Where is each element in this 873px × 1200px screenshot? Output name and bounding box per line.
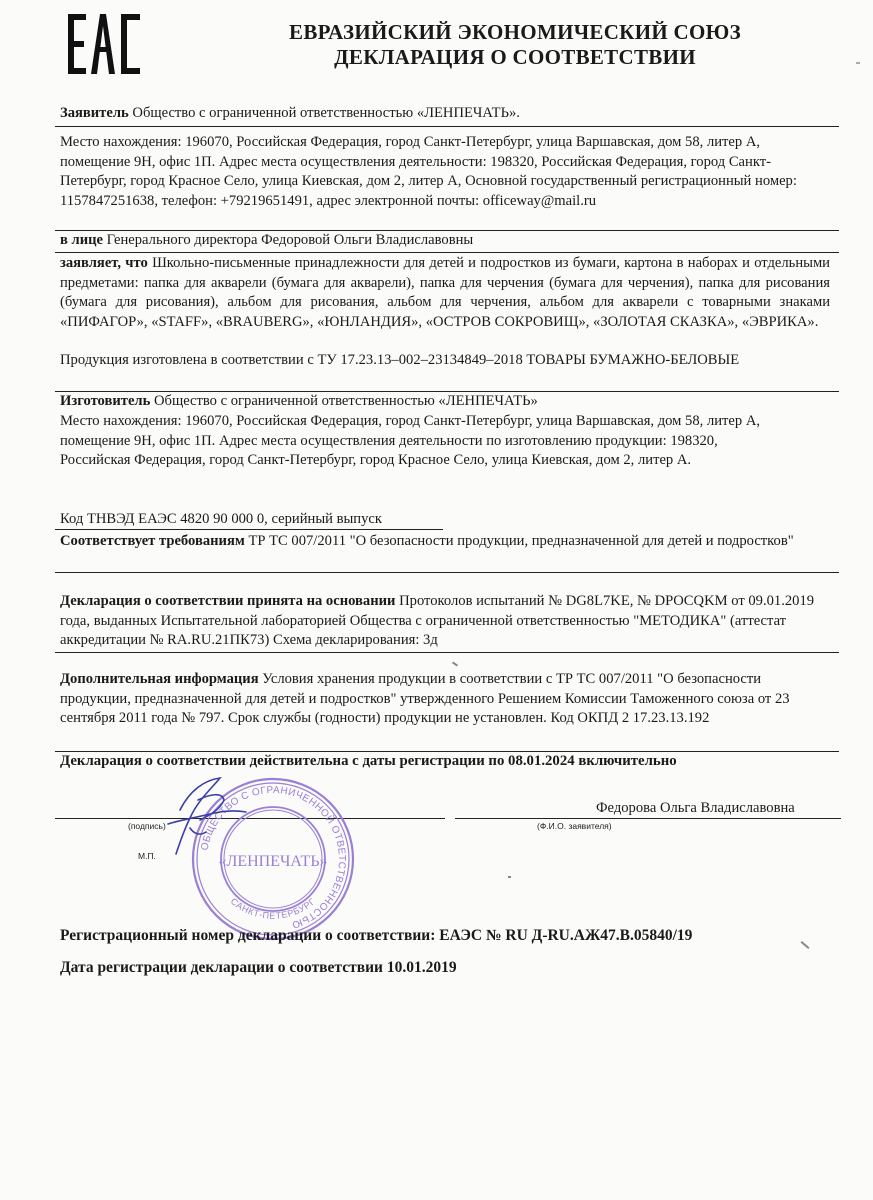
seal-caption: М.П. xyxy=(138,851,156,861)
scan-speck xyxy=(856,62,860,64)
registration-number: Регистрационный номер декларации о соответствии: ЕАЭС № RU Д-RU.АЖ47.В.05840/19 xyxy=(60,927,693,944)
registration-date: Дата регистрации декларации о соответствии 10.01.2019 xyxy=(60,959,457,976)
product-description: Школьно-письменные принадлежности для детей и подростков из бумаги, картона в наборах и отдельными предметами: папка для акварели (бумага для акварели), папка для черчения (бумага для черчения), папка для рисования (бумага для рисования), альбом для рисования, альбом для черчения, альбом для акварели с товарными знаками «ПИФАГОР», «STAFF», «BRAUBERG», «ЮНЛАНДИЯ», «ОСТРОВ СОКРОВИЩ», «ЗОЛОТАЯ СКАЗКА», «ЭВРИКА». xyxy=(60,255,830,330)
applicant-label: Заявитель xyxy=(60,105,129,121)
basis-line xyxy=(60,592,830,651)
stamp-center-text: «ЛЕНПЕЧАТЬ» xyxy=(218,853,328,870)
signer-name: Федорова Ольга Владиславовна xyxy=(596,800,795,816)
scan-speck xyxy=(508,876,511,878)
basis-text: Протоколов испытаний № DG8L7KE, № DPOCQKM от 09.01.2019 года, выданных Испытательной лабораторией Общества с ограниченной ответственностью "МЕТОДИКА" (аттестат аккредитации № RA.RU.21ПК73) Схема декларирования: 3д xyxy=(60,593,815,649)
declares-label: заявляет, что xyxy=(60,255,148,271)
represented-person: Генерального директора Федоровой Ольги Владиславовны xyxy=(103,232,474,248)
represented-label: в лице xyxy=(60,232,104,248)
compliance-standard: ТР ТС 007/2011 "О безопасности продукции, предназначенной для детей и подростков" xyxy=(244,533,794,549)
divider xyxy=(55,252,839,253)
divider xyxy=(55,529,443,530)
divider xyxy=(55,652,839,653)
represented-line xyxy=(60,231,830,251)
manufacturer-line xyxy=(60,392,830,412)
additional-label: Дополнительная информация xyxy=(60,671,259,687)
product-standard: Продукция изготовлена в соответствии с ТУ 17.23.13–002–23134849–2018 ТОВАРЫ БУМАЖНО-БЕЛОВЫЕ xyxy=(60,352,740,368)
manufacturer-name: Общество с ограниченной ответственностью «ЛЕНПЕЧАТЬ» xyxy=(150,393,538,409)
stamp-outer-text: ОБЩЕСТВО С ОГРАНИЧЕННОЙ ОТВЕТСТВЕННОСТЬЮ xyxy=(199,784,348,931)
compliance-line xyxy=(60,532,830,552)
basis-label: Декларация о соответствии принята на основании xyxy=(60,593,396,609)
eac-logo xyxy=(66,14,144,74)
divider xyxy=(55,572,839,573)
scan-speck xyxy=(801,941,810,949)
stamp-bottom-text: САНКТ-ПЕТЕРБУРГ xyxy=(228,896,318,921)
manufacturer-address: Место нахождения: 196070, Российская Федерация, город Санкт-Петербург, улица Варшавская, дом 58, литер А, помещение 9Н, офис 1П. Адрес места осуществления деятельности по изготовлению продукции: 198320, Российская Федерация, город Санкт-Петербург, город Красное Село, улица Киевская, дом 2, литер А. xyxy=(60,413,761,469)
signature xyxy=(150,770,260,860)
declaration-statement xyxy=(60,254,830,332)
name-line xyxy=(455,818,841,819)
union-title: ЕВРАЗИЙСКИЙ ЭКОНОМИЧЕСКИЙ СОЮЗ xyxy=(289,20,741,44)
applicant-line xyxy=(60,104,830,124)
applicant-name: Общество с ограниченной ответственностью «ЛЕНПЕЧАТЬ». xyxy=(128,105,520,121)
compliance-label: Соответствует требованиям xyxy=(60,533,245,549)
additional-line xyxy=(60,670,828,729)
divider xyxy=(55,126,839,127)
manufacturer-label: Изготовитель xyxy=(60,393,151,409)
signature-caption: (подпись) xyxy=(128,821,166,831)
validity-line: Декларация о соответствии действительна с даты регистрации по 08.01.2024 включительно xyxy=(60,753,677,769)
tnved-code: Код ТНВЭД ЕАЭС 4820 90 000 0, серийный выпуск xyxy=(60,511,382,527)
applicant-address: Место нахождения: 196070, Российская Федерация, город Санкт-Петербург, улица Варшавская, дом 58, литер А, помещение 9Н, офис 1П. Адрес места осуществления деятельности: 198320, Российская Федерация, город Санкт-Петербург, город Красное Село, улица Киевская, дом 2, литер А, Основной государственный регистрационный номер: 1157847251638, телефон: +79219651491, адрес электронной почты: officeway@mail.ru xyxy=(60,134,797,209)
additional-text: Условия хранения продукции в соответствии с ТР ТС 007/2011 "О безопасности продукции, предназначенной для детей и подростков" утвержденного Решением Комиссии Таможенного союза от 23 сентября 2011 года № 797. Срок службы (годности) продукции не установлен. Код ОКПД 2 17.23.13.192 xyxy=(60,671,790,727)
document-title: ДЕКЛАРАЦИЯ О СООТВЕТСТВИИ xyxy=(334,45,696,69)
name-caption: (Ф.И.О. заявителя) xyxy=(537,821,612,831)
scan-speck xyxy=(452,661,458,666)
